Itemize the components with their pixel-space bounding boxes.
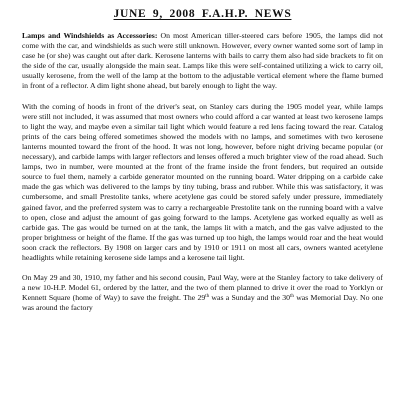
paragraph-hoods-and-lamps — [22, 102, 383, 264]
paragraph-stanley-delivery — [22, 273, 383, 313]
ordinal-suffix: th — [205, 294, 210, 300]
newsletter-title: JUNE 9, 2008 F.A.H.P. NEWS — [113, 8, 292, 20]
ordinal-suffix: th — [290, 294, 294, 300]
section-heading: Lamps and Windshields as Accessories: — [22, 31, 158, 40]
paragraph-2-text: With the coming of hoods in front of the driver's seat, on Stanley cars during the 1905 model year, while lamps were still not included, it was assumed that most owners who could afford a car wanted at least two kerosene lamps to light the way, and maybe even a similar tail light which would feature a red lens facing toward the rear. Catalog prints of the cars being offered sometimes showed the models with no lamps, and sometimes with two kerosene lanterns mounted toward the front of the hood. It was not long, however, before night driving became popular (or necessary), and carbide lamps with larger reflectors and lenses offered a much brighter view of the road ahead. Such lamps, two in number, were mounted at the front of the frame inside the front fenders, but required an outside source to fuel them, namely a carbide generator mounted on the running board. Water dripping on a carbide cake made the gas which was delivered to the lamps by tiny tubing, brass and rubber. While this was satisfactory, it was cumbersome, and small Prestolite tanks, where acetylene gas could be stored safely under pressure, immediately gained favor, and the preferred system was to carry a rechargeable Prestolite tank on the running board with a valve to open, close and adjust the amount of gas going forward to the lamps. Acetylene gas worked equally as well as carbide gas. The gas would be turned on at the tank, the lamps lit with a match, and the gas valve adjusted to the proper brightness or height of the flame. If the gas was turned up too high, the lamps would roar and the heat would soon crack the reflectors. By 1908 on larger cars and by 1910 or 1911 on most all cars, owners wanted acetylene headlights while retaining kerosene side lamps and a kerosene tail light. — [22, 101, 383, 262]
paragraph-lamps-intro — [22, 31, 383, 92]
newsletter-page — [22, 0, 383, 400]
paragraph-3-text: On May 29 and 30, 1910, my father and his second cousin, Paul Way, were at the Stanley factory to take delivery of a new 10-H.P. Model 61, ordered by the latter, and the two of them planned to drive it over the road to Yorklyn or Kennett Square (home of Way) to save the freight. The 29th was a Sunday and the 30th was Memorial Day. No one was around the factory — [22, 273, 383, 313]
paragraph-1-text: On most American tiller-steered cars before 1905, the lamps did not come with the car, and windshields as such were still unknown. However, every owner wanted some sort of lamp in case he (or she) was caught out after dark. Kerosene lanterns with bails to carry them also had side brackets to fit on the side of the car, usually alongside the main seat. Lamps like this were self-contained utilizing a wick to carry oil, usually kerosene, from the well of the lamp at the bottom to the adjustable vertical element where the flame burned in front of a reflector. A dim light shone ahead, but barely enough to light the way. — [22, 31, 383, 91]
